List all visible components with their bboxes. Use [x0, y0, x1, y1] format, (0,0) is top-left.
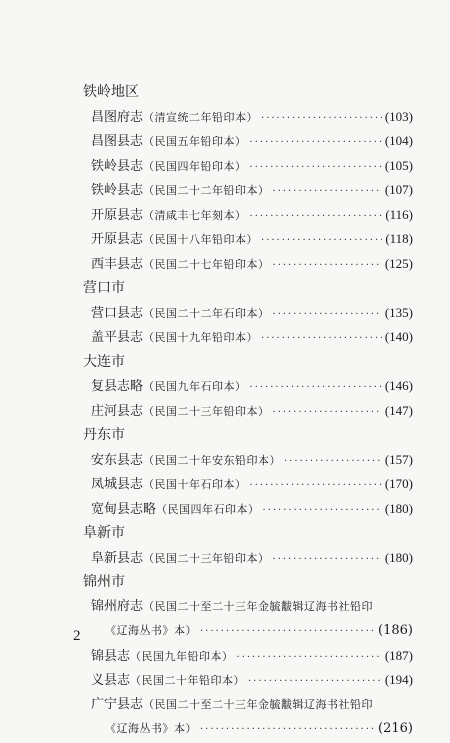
toc-entry[interactable] [83, 203, 413, 228]
toc-entry[interactable] [83, 105, 413, 130]
entry-edition: （民国二十年铅印本） [130, 674, 246, 687]
toc-entry[interactable] [83, 399, 413, 424]
entry-page-number: (118) [385, 231, 413, 246]
entry-page-number: (170) [384, 476, 413, 491]
toc-entry[interactable] [83, 227, 413, 252]
entry-edition: （民国二十二年铅印本） [143, 184, 270, 197]
entry-title: 西丰县志 [91, 256, 144, 272]
entry-edition: （民国二十至二十三年金毓黻辑辽海书社铅印 [143, 599, 374, 613]
entry-edition: （清咸丰七年刻本） [143, 208, 247, 222]
entry-edition: （民国四年石印本） [156, 502, 260, 516]
dot-leader [261, 229, 382, 254]
toc-entry[interactable] [83, 693, 413, 742]
toc-entry[interactable] [83, 129, 413, 154]
toc-entry[interactable] [83, 595, 413, 644]
entry-edition: （民国四年铅印本） [143, 159, 247, 173]
region-heading: 铁岭地区 [83, 84, 139, 100]
entry-page-number: (157) [384, 451, 413, 467]
entry-edition: （民国二十至二十三年金毓黻辑辽海书社铅印 [143, 697, 374, 711]
entry-title: 庄河县志 [91, 403, 144, 419]
entry-page-number: (180) [384, 500, 413, 516]
entry-title: 凤城县志 [91, 477, 144, 492]
entry-edition: （民国二十七年铅印本） [143, 257, 270, 271]
entry-edition: （民国十八年铅印本） [143, 233, 259, 246]
entry-edition: （民国二十二年石印本） [143, 306, 270, 320]
entry-page-number: (125) [384, 255, 413, 271]
page-number: 2 [73, 628, 81, 644]
entry-edition: （民国九年铅印本） [130, 649, 234, 663]
toc-entry[interactable] [83, 374, 413, 399]
region-heading: 阜新市 [83, 525, 125, 541]
toc-entry[interactable] [83, 668, 413, 693]
region-heading: 营口市 [83, 280, 125, 296]
entry-title: 营口县志 [91, 305, 144, 321]
dot-leader [250, 376, 382, 401]
dot-leader [200, 620, 375, 645]
toc-entry[interactable] [83, 301, 413, 326]
region-heading: 丹东市 [83, 427, 125, 443]
dot-leader [250, 474, 382, 499]
entry-title: 昌图县志 [91, 134, 144, 149]
entry-page-number: (180) [384, 549, 413, 565]
entry-title: 开原县志 [91, 207, 144, 223]
entry-title: 昌图府志 [91, 109, 144, 125]
entry-title: 广宁县志 [91, 696, 144, 712]
dot-leader [248, 670, 382, 695]
dot-leader [250, 131, 382, 156]
entry-page-number: (104) [384, 133, 413, 148]
entry-title: 复县志略 [91, 379, 144, 394]
entry-edition: （民国十年石印本） [143, 478, 247, 491]
entry-edition: （民国十九年铅印本） [143, 331, 259, 344]
dot-leader [250, 156, 382, 181]
dot-leader [273, 180, 382, 205]
entry-page-number: (140) [384, 329, 413, 344]
entry-edition: （民国二十三年铅印本） [143, 404, 270, 418]
entry-title: 锦县志 [91, 648, 131, 664]
dot-leader [250, 205, 383, 230]
entry-edition: （民国二十三年铅印本） [143, 551, 270, 565]
dot-leader [261, 107, 382, 132]
entry-edition: （清宣统二年铅印本） [143, 110, 259, 124]
entry-edition: （民国九年石印本） [143, 380, 247, 393]
entry-edition-continued: 《辽海丛书》本） [105, 624, 197, 637]
entry-page-number: (103) [384, 108, 413, 124]
entry-title: 安东县志 [91, 452, 144, 468]
toc-entry[interactable] [83, 154, 413, 179]
entry-title: 开原县志 [91, 232, 144, 247]
dot-leader [263, 499, 382, 524]
toc-entry[interactable] [83, 325, 413, 350]
dot-leader [273, 303, 382, 328]
entry-title: 阜新县志 [91, 550, 144, 566]
toc-entry[interactable] [83, 448, 413, 473]
dot-leader [284, 450, 382, 475]
entry-page-number: (146) [384, 378, 413, 393]
dot-leader [237, 646, 382, 671]
dot-leader [273, 401, 382, 426]
dot-leader [261, 327, 382, 352]
entry-page-number: (216) [378, 721, 413, 736]
entry-page-number: (135) [384, 304, 413, 320]
entry-page-number: (105) [384, 157, 413, 173]
entry-page-number: (116) [385, 206, 413, 222]
entry-page-number: (194) [384, 672, 413, 687]
entry-title: 锦州府志 [91, 598, 144, 614]
entry-title: 铁岭县志 [91, 183, 144, 198]
toc-entry[interactable] [83, 472, 413, 497]
entry-edition-continued: 《辽海丛书》本） [105, 722, 197, 735]
toc-entry[interactable] [83, 178, 413, 203]
toc-entry[interactable] [83, 497, 413, 522]
toc-entry[interactable] [83, 252, 413, 277]
dot-leader [200, 718, 375, 743]
toc-entry[interactable] [83, 644, 413, 669]
entry-title: 宽甸县志略 [91, 501, 157, 517]
entry-edition: （民国二十年安东铅印本） [143, 453, 282, 467]
entry-page-number: (147) [384, 402, 413, 418]
entry-title: 盖平县志 [91, 330, 144, 345]
entry-page-number: (186) [378, 623, 413, 638]
toc-entry[interactable] [83, 546, 413, 571]
dot-leader [273, 254, 382, 279]
entry-page-number: (107) [384, 182, 413, 197]
entry-edition: （民国五年铅印本） [143, 135, 247, 148]
entry-page-number: (187) [384, 647, 413, 663]
region-heading: 大连市 [83, 353, 125, 370]
entry-title: 义县志 [91, 673, 131, 688]
dot-leader [273, 548, 382, 573]
entry-title: 铁岭县志 [91, 158, 144, 174]
table-of-contents [83, 80, 413, 742]
region-heading: 锦州市 [83, 574, 125, 590]
